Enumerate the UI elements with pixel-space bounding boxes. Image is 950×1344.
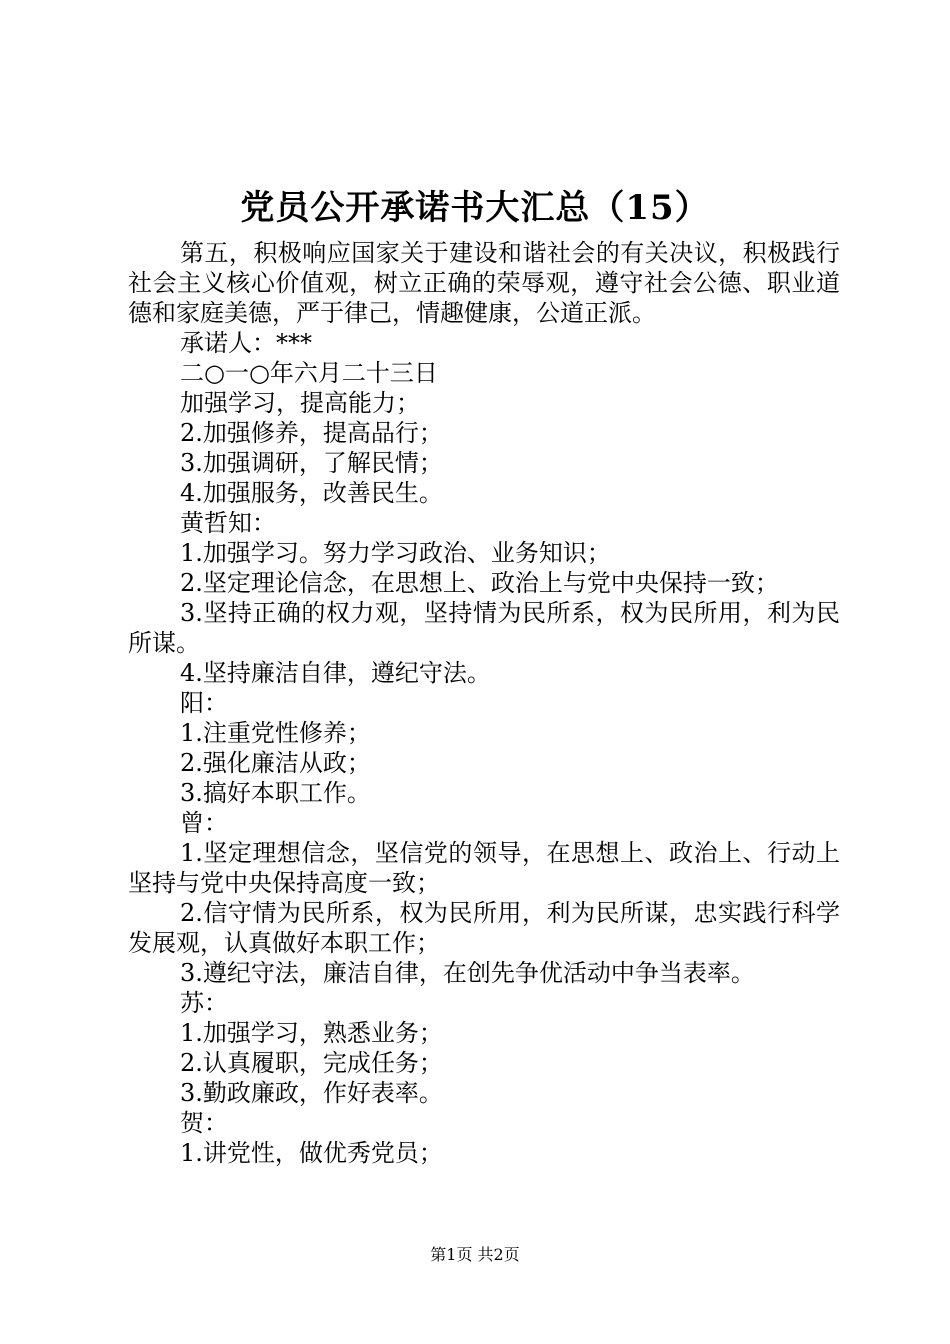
paragraph: 3.加强调研，了解民情；: [180, 449, 443, 477]
paragraph: 3.坚持正确的权力观，坚持情为民所系，权为民所用，利为民所谋。: [128, 599, 840, 657]
paragraph: 1.加强学习。努力学习政治、业务知识；: [180, 539, 611, 567]
document-title: 党员公开承诺书大汇总（15）: [240, 188, 710, 228]
paragraph: 2.加强修养，提高品行；: [180, 419, 443, 447]
paragraph: 黄哲知：: [180, 509, 276, 537]
paragraph: 苏：: [180, 989, 228, 1017]
paragraph: 3.遵纪守法，廉洁自律，在创先争优活动中争当表率。: [180, 959, 755, 987]
paragraph: 1.坚定理想信念，坚信党的领导，在思想上、政治上、行动上坚持与党中央保持高度一致；: [128, 839, 840, 897]
paragraph: 贺：: [180, 1109, 228, 1137]
paragraph: 2.信守情为民所系，权为民所用，利为民所谋，忠实践行科学发展观，认真做好本职工作；: [128, 899, 840, 957]
paragraph: 第五，积极响应国家关于建设和谐社会的有关决议，积极践行社会主义核心价值观，树立正确的荣辱观，遵守社会公德、职业道德和家庭美德，严于律己，情趣健康，公道正派。: [128, 239, 840, 327]
document-body: [128, 238, 840, 1168]
paragraph: 3.勤政廉政，作好表率。: [180, 1079, 443, 1107]
paragraph: 2.坚定理论信念，在思想上、政治上与党中央保持一致；: [180, 569, 779, 597]
paragraph: 承诺人：***: [180, 329, 312, 357]
page-number-footer: 第1页 共2页: [430, 1245, 520, 1264]
paragraph: 1.注重党性修养；: [180, 719, 371, 747]
paragraph: 2.认真履职，完成任务；: [180, 1049, 443, 1077]
paragraph: 1.讲党性，做优秀党员；: [180, 1139, 443, 1167]
paragraph: 2.强化廉洁从政；: [180, 749, 371, 777]
paragraph: 曾：: [180, 809, 228, 837]
paragraph: 二○一○年六月二十三日: [180, 359, 438, 387]
paragraph: 4.坚持廉洁自律，遵纪守法。: [180, 659, 491, 687]
paragraph: 阳：: [180, 689, 228, 717]
paragraph: 4.加强服务，改善民生。: [180, 479, 443, 507]
paragraph: 3.搞好本职工作。: [180, 779, 371, 807]
paragraph: 加强学习，提高能力；: [180, 389, 420, 417]
paragraph: 1.加强学习，熟悉业务；: [180, 1019, 443, 1047]
